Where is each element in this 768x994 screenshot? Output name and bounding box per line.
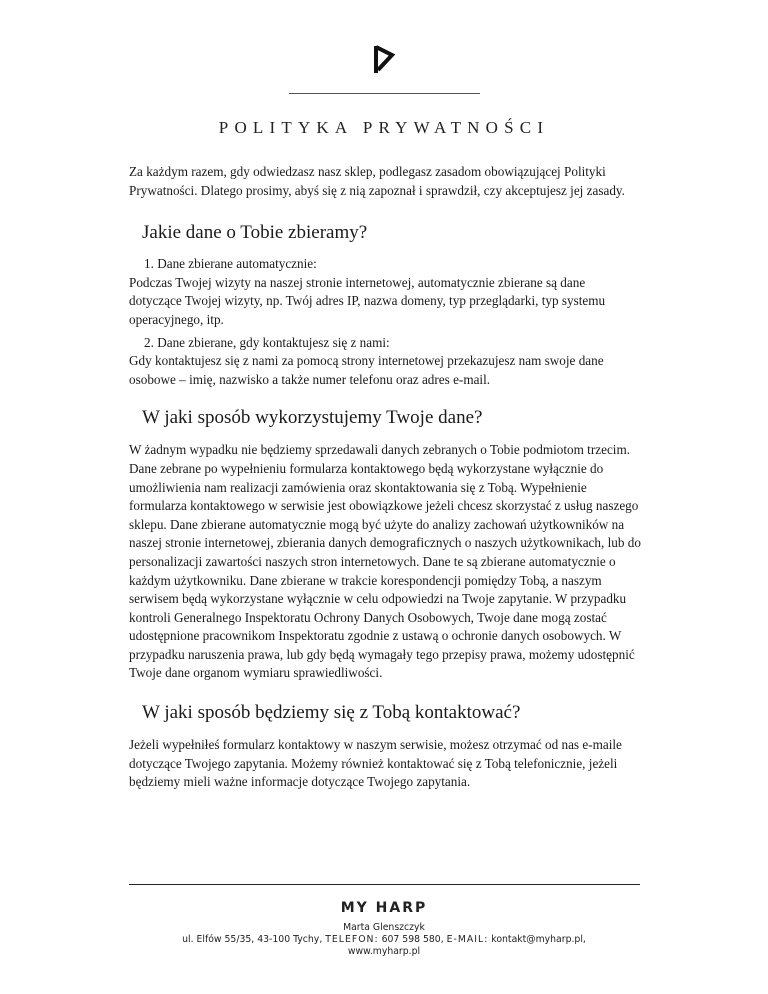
footer-contact-line <box>0 934 768 946</box>
item-text-contact: Gdy kontaktujesz się z nami za pomocą strony internetowej przekazujesz nam swoje dane osobowe – imię, nazwisko a także numer telefonu oraz adres e-mail. <box>129 353 604 387</box>
footer-phone: 607 598 580, <box>381 934 444 945</box>
top-divider <box>289 93 480 94</box>
item-title-automatic: 1. Dane zbierane automatycznie: <box>144 256 317 272</box>
section-heading-data-usage: W jaki sposób wykorzystujemy Twoje dane? <box>142 407 483 429</box>
footer-email-label: E-MAIL: <box>446 934 489 945</box>
footer-address: ul. Elfów 55/35, 43-100 Tychy, <box>182 934 323 945</box>
item-text-automatic: Podczas Twojej wizyty na naszej stronie internetowej, automatycznie zbierane są dane dotyczące Twojej wizyty, np. Twój adres IP, nazwa domeny, typ przeglądarki, typ systemu operacyjnego, itp. <box>129 274 606 327</box>
intro-paragraph: Za każdym razem, gdy odwiedzasz nasz sklep, podlegasz zasadom obowiązującej Polityki Prywatności. Dlatego prosimy, abyś się z nią zapoznał i sprawdził, czy akceptujesz jej zasady. <box>129 164 625 198</box>
section-heading-contact: W jaki sposób będziemy się z Tobą kontaktować? <box>142 702 521 724</box>
footer-divider <box>129 884 640 885</box>
section-heading-data-collected: Jakie dane o Tobie zbieramy? <box>142 222 368 244</box>
footer-brand: MY HARP <box>340 900 428 916</box>
footer <box>0 900 768 958</box>
harp-icon <box>373 44 395 74</box>
policy-content <box>129 163 641 792</box>
page-title: POLITYKA PRYWATNOŚCI <box>218 118 550 137</box>
contact-paragraph: Jeżeli wypełniłeś formularz kontaktowy w naszym serwisie, możesz otrzymać od nas e-maile dotyczące Twojego zapytania. Możemy również kontaktować się z Tobą telefonicznie, jeżeli będziemy mieli ważne informacje dotyczące Twojego zapytania. <box>129 737 622 790</box>
data-usage-paragraph: W żadnym wypadku nie będziemy sprzedawali danych zebranych o Tobie podmiotom trzecim. Dane zebrane po wypełnieniu formularza kontaktowego będą wykorzystane wyłącznie do umożliwienia nam realizacji zamówienia oraz skontaktowania się z Tobą. Wypełnienie formularza kontaktowego w serwisie jest obowiązkowe jeżeli chcesz skorzystać z usług naszego sklepu. Dane zbierane automatycznie mogą być użyte do analizy zachowań użytkowników na naszej stronie internetowej, zbierania danych demograficznych o naszych użytkownikach, lub do personalizacji zawartości naszych stron internetowych. Dane te są zbierane automatycznie o każdym użytkowniku. Dane zbierane w trakcie korespondencji pomiędzy Tobą, a naszym serwisem będą wykorzystane wyłącznie w celu odpowiedzi na Twoje zapytanie. W przypadku kontroli Generalnego Inspektoratu Ochrony Danych Osobowych, Twoje dane mogą zostać udostępnione pracownikom Inspektoratu zgodnie z ustawą o ochronie danych osobowych. W przypadku naruszenia prawa, lub gdy będą wymagały tego przepisy prawa, możemy udostępnić Twoje dane organom wymiaru sprawiedliwości. <box>129 442 641 681</box>
footer-owner-name: Marta Glenszczyk <box>343 922 425 933</box>
footer-website-link[interactable]: www.myharp.pl <box>347 946 421 957</box>
footer-phone-label: TELEFON: <box>325 934 379 945</box>
item-title-contact: 2. Dane zbierane, gdy kontaktujesz się z nami: <box>144 334 390 350</box>
footer-email-link[interactable]: kontakt@myharp.pl, <box>491 934 586 945</box>
